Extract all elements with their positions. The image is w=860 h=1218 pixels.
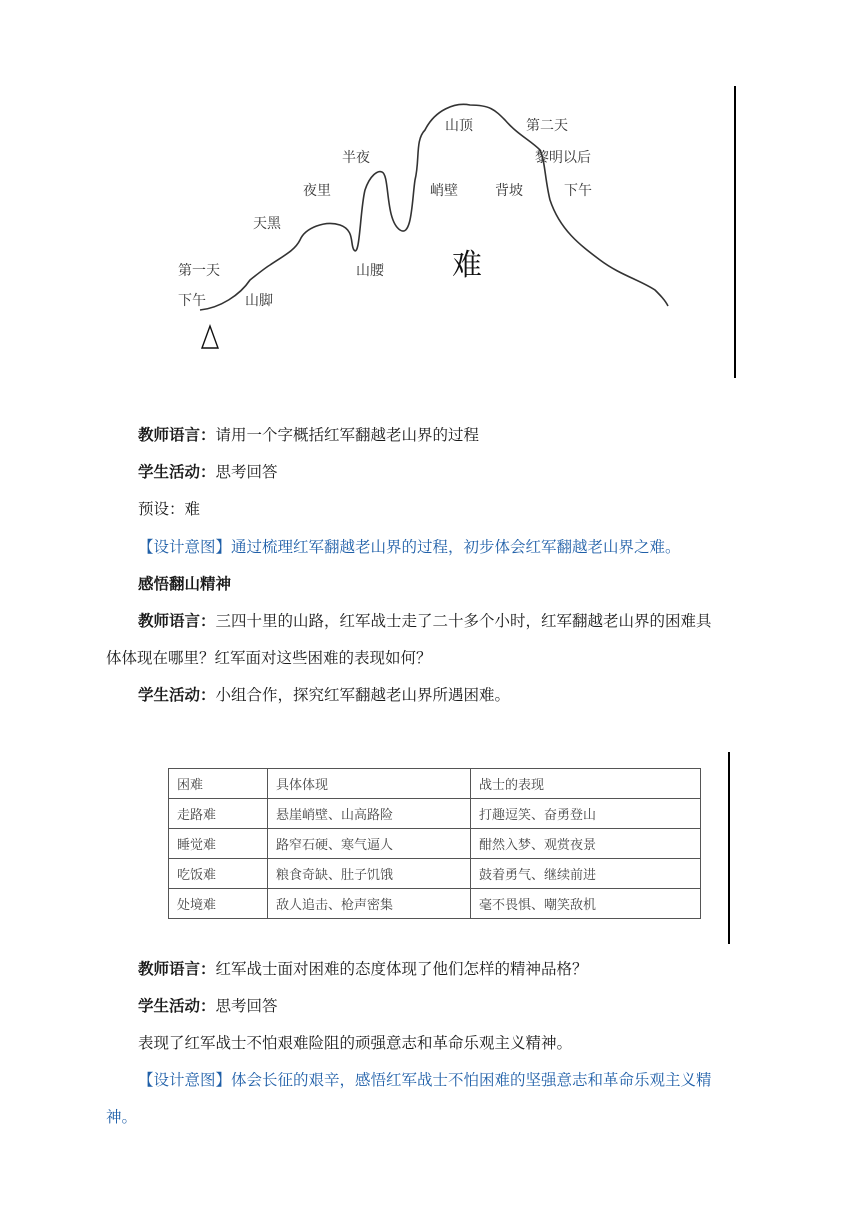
table-cell: 睡觉难: [169, 829, 268, 859]
para-design-intent-1: 【设计意图】通过梳理红军翻越老山界的过程，初步体会红军翻越老山界之难。: [138, 538, 681, 556]
table-cell: 鼓着勇气、继续前进: [471, 859, 701, 889]
mountain-route-line: [200, 104, 668, 310]
label-backslope: 背坡: [495, 183, 523, 199]
para-student-1: [138, 460, 278, 484]
para-student-3: [138, 994, 278, 1018]
table-cell: 处境难: [169, 889, 268, 919]
para-teacher-2a: [138, 609, 712, 633]
teacher-text: 红军战士面对困难的态度体现了他们怎样的精神品格？: [215, 960, 588, 978]
table-row: [169, 829, 701, 859]
teacher-text: 请用一个字概括红军翻越老山界的过程: [215, 426, 480, 444]
section-heading: 感悟翻山精神: [138, 575, 232, 593]
label-start-day: 第一天: [178, 263, 220, 279]
mountain-diagram: [150, 80, 740, 380]
label-start-noon: 下午: [178, 293, 206, 309]
divider-line-table: [728, 752, 730, 944]
label-dawn: 黎明以后: [535, 150, 591, 166]
table-cell: 悬崖峭壁、山高路险: [268, 799, 471, 829]
student-label: 学生活动：: [138, 686, 216, 704]
para-design-intent-2a: 【设计意图】体会长征的艰辛，感悟红军战士不怕困难的坚强意志和革命乐观主义精: [138, 1071, 712, 1089]
para-teacher-3: [138, 957, 588, 981]
para-student-2: [138, 683, 510, 707]
para-conclusion: 表现了红军战士不怕艰难险阻的顽强意志和革命乐观主义精神。: [138, 1034, 573, 1052]
student-text: 小组合作，探究红军翻越老山界所遇困难。: [215, 686, 511, 704]
para-teacher-2b: 体体现在哪里？红军面对这些困难的表现如何？: [106, 649, 432, 667]
para-design-intent-2b: 神。: [106, 1108, 138, 1126]
label-day2: 第二天: [526, 118, 568, 134]
table-cell: 打趣逗笑、奋勇登山: [471, 799, 701, 829]
table-cell: 酣然入梦、观赏夜景: [471, 829, 701, 859]
table-cell: 敌人追击、枪声密集: [268, 889, 471, 919]
table-header-cell: 战士的表现: [471, 769, 701, 799]
table-cell: 走路难: [169, 799, 268, 829]
table-header-cell: 困难: [169, 769, 268, 799]
difficulty-table: [168, 768, 703, 919]
table-cell: 吃饭难: [169, 859, 268, 889]
teacher-label: 教师语言：: [138, 426, 216, 444]
student-label: 学生活动：: [138, 997, 216, 1015]
student-label: 学生活动：: [138, 463, 216, 481]
label-cliff: 峭壁: [430, 183, 458, 199]
label-midslope: 山腰: [356, 263, 384, 279]
label-afternoon: 下午: [564, 183, 592, 199]
label-night: 夜里: [303, 183, 331, 199]
table-cell: 粮食奇缺、肚子饥饿: [268, 859, 471, 889]
label-foot: 山脚: [245, 293, 273, 309]
table-header-cell: 具体体现: [268, 769, 471, 799]
table-cell: 毫不畏惧、嘲笑敌机: [471, 889, 701, 919]
table-header-row: [169, 769, 701, 799]
table-cell: 路窄石硬、寒气逼人: [268, 829, 471, 859]
label-dark: 天黑: [253, 216, 281, 232]
table-row: [169, 889, 701, 919]
teacher-label: 教师语言：: [138, 612, 216, 630]
teacher-label: 教师语言：: [138, 960, 216, 978]
student-text: 思考回答: [215, 997, 278, 1015]
table-row: [169, 859, 701, 889]
para-preset: 预设：难: [138, 500, 201, 518]
divider-line-top: [734, 86, 736, 378]
triangle-marker: [202, 326, 218, 348]
label-midnight: 半夜: [342, 150, 370, 166]
label-difficulty: 难: [452, 248, 482, 283]
para-teacher-1: [138, 423, 479, 447]
label-summit: 山顶: [445, 118, 473, 134]
teacher-text: 三四十里的山路，红军战士走了二十多个小时，红军翻越老山界的困难具: [215, 612, 712, 630]
student-text: 思考回答: [215, 463, 278, 481]
table-row: [169, 799, 701, 829]
